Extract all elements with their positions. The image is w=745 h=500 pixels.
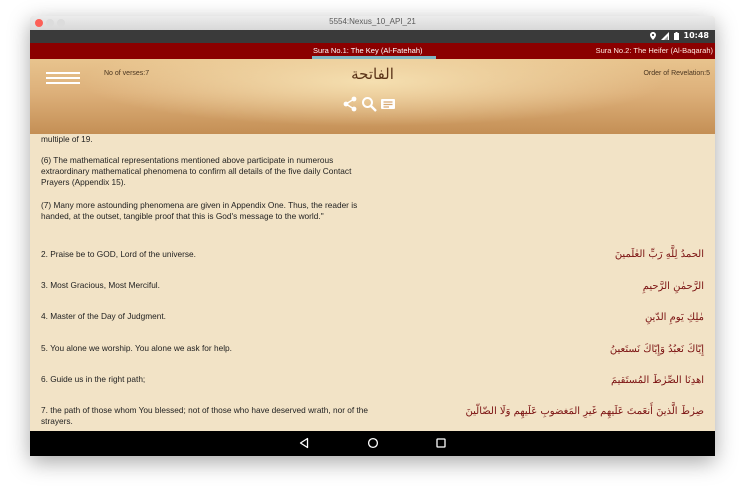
verse-translation: 3. Most Gracious, Most Merciful. bbox=[41, 280, 160, 290]
intro-paragraph: multiple of 19. bbox=[41, 134, 93, 144]
intro-paragraph: (6) The mathematical representations mentioned above participate in numerous extraordinary mathematical phenomena to confirm all details of the five daily Contact Prayers (Appendix 15). bbox=[41, 155, 352, 187]
tab-next-sura[interactable]: Sura No.2: The Heifer (Al-Baqarah) bbox=[595, 46, 713, 55]
home-icon[interactable] bbox=[367, 437, 379, 449]
verse-arabic: إِيّاكَ نَعبُدُ وَإِيّاكَ نَستَعينُ bbox=[609, 344, 704, 355]
sura-tab-bar bbox=[30, 43, 715, 59]
verse-arabic: صِرٰطَ الَّذينَ أَنعَمتَ عَلَيهِم غَيرِ المَغضوبِ عَلَيهِم وَلَا الضّالّينَ bbox=[465, 406, 704, 417]
intro-paragraph: (7) Many more astounding phenomena are given in Appendix One. Thus, the reader is handed, at the outset, tangible proof that this is God's message to the world." bbox=[41, 200, 358, 221]
revelation-order: Order of Revelation:5 bbox=[643, 70, 710, 77]
search-icon[interactable] bbox=[361, 96, 377, 112]
battery-icon bbox=[674, 32, 679, 40]
verse-arabic: الرَّحمٰنِ الرَّحيمِ bbox=[642, 281, 704, 292]
sura-header bbox=[30, 59, 715, 134]
tab-current-sura[interactable]: Sura No.1: The Key (Al-Fatehah) bbox=[313, 46, 423, 55]
window-title: 5554:Nexus_10_API_21 bbox=[329, 17, 416, 26]
verse-translation: 7. the path of those whom You blessed; not of those who have deserved wrath, nor of the strayers. bbox=[41, 405, 369, 426]
verse-count: No of verses:7 bbox=[104, 70, 150, 77]
window-titlebar bbox=[30, 16, 715, 31]
share-icon[interactable] bbox=[342, 96, 358, 112]
verse-translation: 6. Guide us in the right path; bbox=[41, 374, 146, 384]
recents-icon[interactable] bbox=[435, 437, 447, 449]
notes-icon[interactable] bbox=[380, 96, 396, 112]
signal-icon bbox=[661, 32, 669, 40]
header-toolbar bbox=[342, 96, 396, 112]
sura-title: الفاتحة bbox=[351, 65, 394, 83]
status-time: 10:48 bbox=[683, 31, 709, 40]
verse-translation: 2. Praise be to GOD, Lord of the universe. bbox=[41, 249, 196, 259]
sura-content[interactable] bbox=[30, 134, 715, 431]
location-icon bbox=[650, 32, 656, 40]
verse-translation: 5. You alone we worship. You alone we ask for help. bbox=[41, 343, 232, 353]
verse-arabic: اهدِنَا الصِّرٰطَ المُستَقيمَ bbox=[610, 375, 704, 386]
android-nav-bar bbox=[30, 431, 715, 456]
verse-translation: 4. Master of the Day of Judgment. bbox=[41, 311, 166, 321]
android-status-bar bbox=[30, 30, 715, 43]
emulator-window bbox=[30, 16, 715, 456]
back-icon[interactable] bbox=[298, 437, 310, 449]
verse-arabic: الحمدُ لِلَّهِ رَبِّ العٰلَمينَ bbox=[614, 249, 704, 260]
verse-arabic: مٰلِكِ يَومِ الدّينِ bbox=[644, 312, 704, 323]
